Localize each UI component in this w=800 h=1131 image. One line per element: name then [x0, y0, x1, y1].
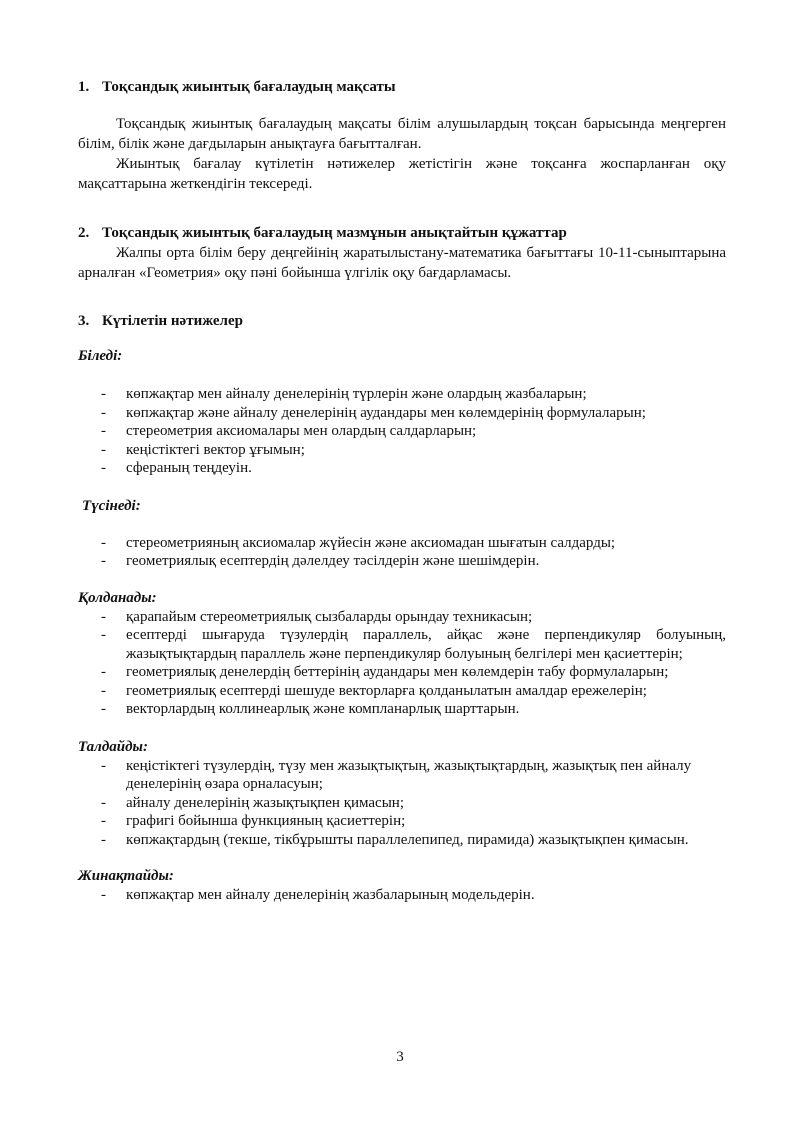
dash-marker: - — [101, 813, 106, 829]
section-1-heading — [78, 78, 726, 97]
dash-marker: - — [101, 386, 106, 402]
list-item-text: геометриялық есептерді шешуде векторларға қолданылатын амалдар ережелерін; — [126, 682, 647, 699]
section-2-paragraph: Жалпы орта білім беру деңгейінің жаратылыстану-математика бағыттағы 10-11-сыныптарына арналған «Геометрия» оқу пәні бойынша үлгілік оқу бағдарламасы. — [78, 245, 726, 281]
list-item-text: кеңістіктегі вектор ұғымын; — [126, 441, 305, 458]
list-item — [78, 422, 726, 441]
list-item — [78, 831, 726, 850]
list-item — [78, 459, 726, 478]
group-analyzes-heading: Талдайды: — [78, 738, 148, 755]
list-item — [78, 682, 726, 701]
section-2-heading — [78, 224, 726, 243]
list-item — [78, 812, 726, 831]
document-page — [78, 78, 726, 905]
dash-marker: - — [101, 757, 106, 774]
dash-marker: - — [101, 553, 106, 569]
list-item-text: геометриялық денелердің беттерінің аудандары мен көлемдерін табу формулаларын; — [126, 664, 669, 680]
section-1-paragraph-1: Тоқсандық жиынтық бағалаудың мақсаты білім алушылардың тоқсан барысында меңгерген білім, білік және дағдыларын анықтауға бағытталған. — [78, 116, 726, 152]
list-item — [78, 441, 726, 460]
list-item — [78, 663, 726, 682]
list-item — [78, 534, 726, 553]
group-understands-heading: Түсінеді: — [82, 497, 141, 514]
group-synthesizes-heading: Жинақтайды: — [78, 868, 174, 884]
dash-marker: - — [101, 887, 106, 903]
list-item-text: есептерді шығаруда түзулердің параллель, айқас және перпендикуляр болуының, жазықтықтардың параллель және перпендикуляр болуының белгілері мен қасиеттерін; — [126, 627, 726, 662]
list-item — [78, 404, 726, 423]
group-understands-list — [78, 534, 726, 571]
dash-marker: - — [101, 627, 106, 643]
dash-marker: - — [101, 664, 106, 680]
section-1-number: 1. — [78, 79, 90, 95]
list-item — [78, 608, 726, 627]
group-knows-list — [78, 385, 726, 478]
dash-marker: - — [101, 441, 106, 458]
list-item-text: графигі бойынша функцияның қасиеттерін; — [126, 813, 406, 829]
list-item — [78, 626, 726, 663]
list-item-text: көпжақтар мен айналу денелерінің жазбаларының модельдерін. — [126, 887, 535, 903]
dash-marker: - — [101, 404, 106, 421]
dash-marker: - — [101, 423, 106, 439]
group-knows-heading: Біледі: — [78, 348, 123, 364]
list-item-text: стереометрияның аксиомалар жүйесін және аксиомадан шығатын салдарды; — [126, 534, 616, 551]
group-applies-list — [78, 608, 726, 719]
section-3-title: Күтілетін нәтижелер — [102, 313, 243, 329]
dash-marker: - — [101, 534, 106, 551]
list-item-text: қарапайым стереометриялық сызбаларды орындау техникасын; — [126, 608, 533, 625]
section-1-title: Тоқсандық жиынтық бағалаудың мақсаты — [102, 79, 396, 95]
list-item-text: геометриялық есептердің дәлелдеу тәсілдерін және шешімдерін. — [126, 553, 540, 569]
group-synthesizes-list — [78, 886, 726, 905]
dash-marker: - — [101, 608, 106, 625]
group-analyzes-list — [78, 757, 726, 850]
group-applies-heading: Қолданады: — [78, 589, 157, 606]
list-item — [78, 700, 726, 719]
list-item-text: стереометрия аксиомалары мен олардың салдарларын; — [126, 423, 477, 439]
dash-marker: - — [101, 701, 106, 717]
list-item-text: көпжақтар және айналу денелерінің аудандары мен көлемдерінің формулаларын; — [126, 404, 646, 421]
list-item-text: векторлардың коллинеарлық және компланарлық шарттарын. — [126, 701, 520, 717]
list-item — [78, 886, 726, 905]
dash-marker: - — [101, 460, 106, 476]
section-1-paragraph-2: Жиынтық бағалау күтілетін нәтижелер жетістігін және тоқсанға жоспарланған оқу мақсаттарына жеткендігін тексереді. — [78, 156, 726, 192]
dash-marker: - — [101, 682, 106, 699]
list-item-text: айналу денелерінің жазықтықпен қимасын; — [126, 794, 404, 811]
list-item-text: сфераның теңдеуін. — [126, 460, 252, 476]
list-item-text: көпжақтар мен айналу денелерінің түрлерін және олардың жазбаларын; — [126, 386, 587, 402]
page-number: 3 — [396, 1049, 404, 1065]
section-3-heading — [78, 312, 726, 331]
list-item — [78, 552, 726, 571]
list-item — [78, 385, 726, 404]
list-item — [78, 757, 726, 794]
section-2-number: 2. — [78, 225, 90, 241]
section-3-number: 3. — [78, 313, 90, 329]
dash-marker: - — [101, 831, 106, 848]
section-2-title: Тоқсандық жиынтық бағалаудың мазмұнын анықтайтын құжаттар — [102, 225, 567, 241]
list-item — [78, 794, 726, 813]
dash-marker: - — [101, 794, 106, 811]
list-item-text: көпжақтардың (текше, тікбұрышты параллелепипед, пирамида) жазықтықпен қимасын. — [126, 831, 689, 848]
list-item-text: кеңістіктегі түзулердің, түзу мен жазықтықтың, жазықтықтардың, жазықтық пен айналу денелерінің өзара орналасуын; — [126, 757, 692, 792]
